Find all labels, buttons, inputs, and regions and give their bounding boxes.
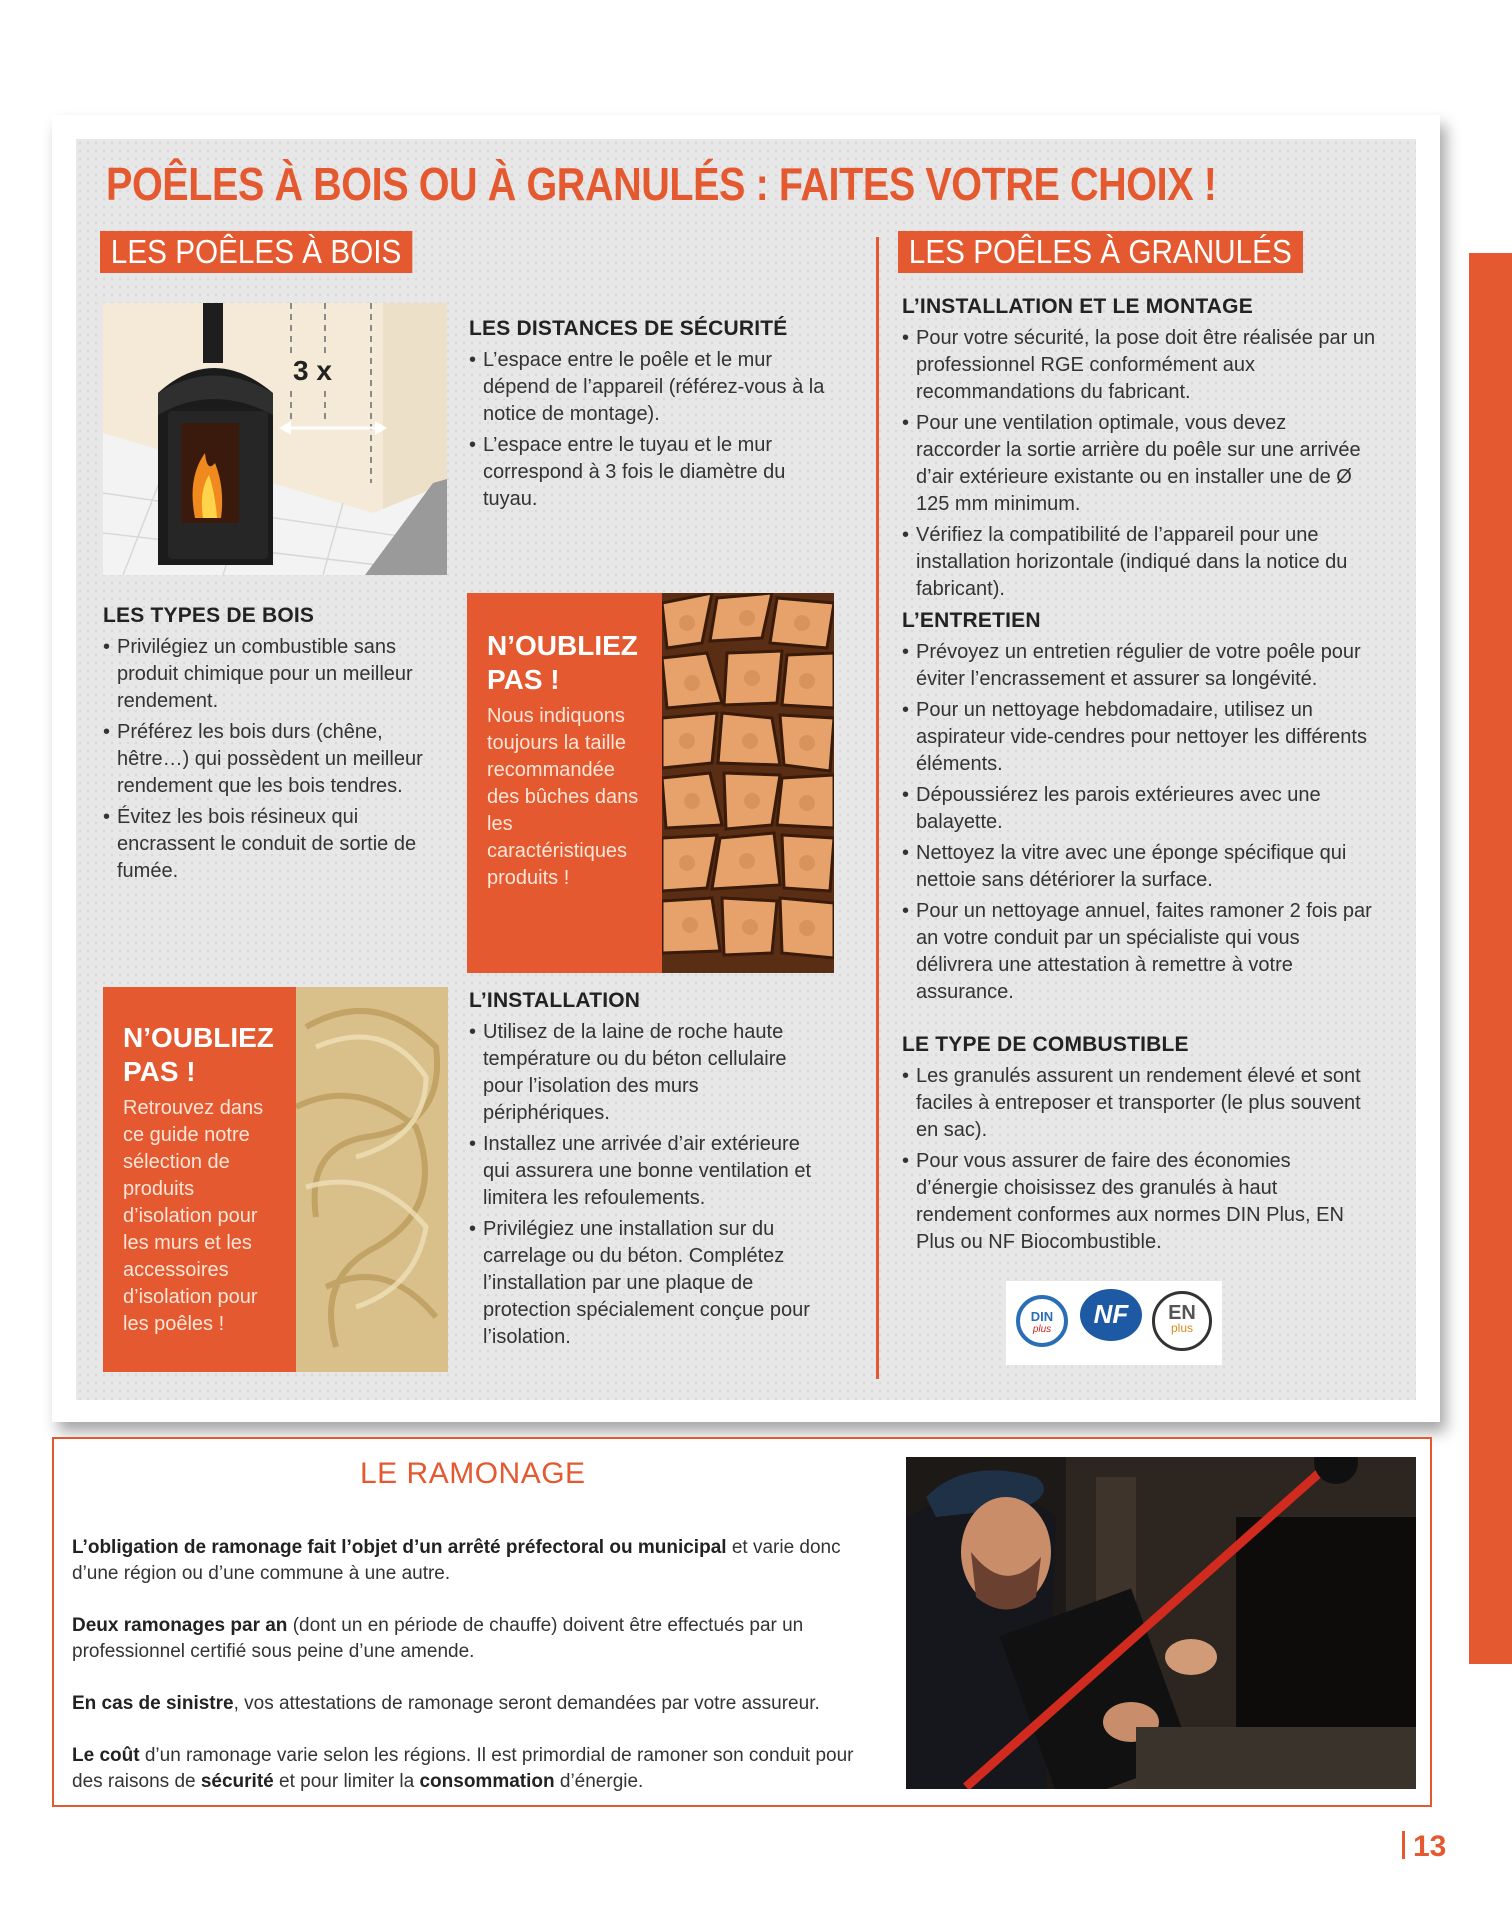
note-title: N’OUBLIEZ PAS ! <box>487 630 638 695</box>
list-item: • L’espace entre le poêle et le mur dépend de l’appareil (référez-vous à la notice de montage). <box>483 347 828 428</box>
ramonage-paragraph-3: En cas de sinistre, vos attestations de ramonage seront demandées par votre assureur. <box>72 1693 820 1714</box>
note-body: Retrouvez dans ce guide notre sélection de produits d’isolation pour les murs et les accessoires d’isolation pour les poêles ! <box>123 1097 264 1335</box>
ramonage-paragraph-4: Le coût d’un ramonage varie selon les régions. Il est primordial de ramoner son conduit pour des raisons de sécurité et pour limiter la consommation d’énergie. <box>72 1745 854 1792</box>
list-item: • Nettoyez la vitre avec une éponge spécifique qui nettoie sans détériorer la surface. <box>916 840 1376 894</box>
list-item: • Privilégiez une installation sur du carrelage ou du béton. Complétez l’installation par une plaque de protection spécialement conçue pour l’isolation. <box>483 1216 828 1351</box>
list-item: • Pour votre sécurité, la pose doit être réalisée par un professionnel RGE conformément aux recommandations du fabricant. <box>916 325 1376 406</box>
list-item: • Préférez les bois durs (chêne, hêtre…) qui possèdent un meilleur rendement que les bois tendres. <box>117 719 447 800</box>
chimney-sweeping-title: LE RAMONAGE <box>360 1457 586 1490</box>
note-log-size <box>467 593 662 973</box>
list-item: • L’espace entre le tuyau et le mur correspond à 3 fois le diamètre du tuyau. <box>483 432 828 513</box>
chimney-sweep-photo <box>906 1457 1416 1789</box>
list-item: • Pour vous assurer de faire des économies d’énergie choisissez des granulés à haut rendement conformes aux normes DIN Plus, EN Plus ou NF Biocombustible. <box>916 1148 1376 1256</box>
pellet-install-heading: L’INSTALLATION ET LE MONTAGE <box>902 295 1253 318</box>
pellet-install-list <box>902 325 1376 607</box>
panel-background <box>76 139 1416 1400</box>
list-item: • Les granulés assurent un rendement élevé et sont faciles à entreposer et transporter (le plus souvent en sac). <box>916 1063 1376 1144</box>
wood-types-heading: LES TYPES DE BOIS <box>103 604 315 627</box>
ramonage-paragraph-1: L’obligation de ramonage fait l’objet d’un arrêté préfectoral ou municipal et varie donc d’une région ou d’une commune à une autre. <box>72 1537 841 1584</box>
note-body: Nous indiquons toujours la taille recommandée des bûches dans les caractéristiques produits ! <box>487 705 639 889</box>
wood-stoves-tag: LES POÊLES À BOIS <box>100 231 412 273</box>
fuel-type-list <box>902 1063 1376 1260</box>
safety-distances-list <box>469 347 828 517</box>
page-number-rule <box>1402 1831 1405 1859</box>
page-number: 13 <box>1402 1830 1446 1864</box>
wood-types-list <box>103 634 447 889</box>
maintenance-list <box>902 639 1376 1010</box>
note-insulation <box>103 987 296 1372</box>
certification-logos <box>1006 1281 1222 1365</box>
list-item: • Évitez les bois résineux qui encrassent le conduit de sortie de fumée. <box>117 804 447 885</box>
list-item: • Pour un nettoyage hebdomadaire, utilisez un aspirateur vide-cendres pour nettoyer les différents éléments. <box>916 697 1376 778</box>
side-accent-bar <box>1469 253 1512 1664</box>
maintenance-heading: L’ENTRETIEN <box>902 609 1041 632</box>
stove-illustration <box>103 303 447 575</box>
firewood-image <box>662 593 834 973</box>
list-item: • Vérifiez la compatibilité de l’appareil pour une installation horizontale (indiqué dans la notice du fabricant). <box>916 522 1376 603</box>
distance-multiplier-label: 3 x <box>289 355 336 387</box>
list-item: • Utilisez de la laine de roche haute température ou du béton cellulaire pour l’isolation des murs périphériques. <box>483 1019 828 1127</box>
fuel-type-heading: LE TYPE DE COMBUSTIBLE <box>902 1033 1189 1056</box>
note-title: N’OUBLIEZ PAS ! <box>123 1022 274 1087</box>
stove-choice-panel <box>52 115 1440 1422</box>
list-item: • Privilégiez un combustible sans produit chimique pour un meilleur rendement. <box>117 634 447 715</box>
en-plus-logo: EN plus <box>1152 1291 1212 1351</box>
safety-distances-heading: LES DISTANCES DE SÉCURITÉ <box>469 317 788 340</box>
list-item: • Dépoussiérez les parois extérieures avec une balayette. <box>916 782 1376 836</box>
insulation-wool-image <box>296 987 448 1372</box>
list-item: • Installez une arrivée d’air extérieure qui assurera une bonne ventilation et limitera les refoulements. <box>483 1131 828 1212</box>
list-item: • Pour une ventilation optimale, vous devez raccorder la sortie arrière du poêle sur une arrivée d’air extérieure existante ou en installer une de Ø 125 mm minimum. <box>916 410 1376 518</box>
installation-list <box>469 1019 828 1355</box>
chimney-sweeping-box <box>52 1437 1432 1807</box>
column-divider <box>876 237 879 1379</box>
installation-heading: L’INSTALLATION <box>469 989 641 1012</box>
nf-logo: NF <box>1080 1289 1142 1341</box>
ramonage-paragraph-2: Deux ramonages par an (dont un en période de chauffe) doivent être effectués par un professionnel certifié sous peine d’une amende. <box>72 1615 804 1662</box>
din-plus-logo: DIN plus <box>1016 1295 1068 1347</box>
list-item: • Prévoyez un entretien régulier de votre poêle pour éviter l’encrassement et assurer sa longévité. <box>916 639 1376 693</box>
pellet-stoves-tag: LES POÊLES À GRANULÉS <box>898 231 1303 273</box>
list-item: • Pour un nettoyage annuel, faites ramoner 2 fois par an votre conduit par un spécialiste qui vous délivrera une attestation à remettre à votre assurance. <box>916 898 1376 1006</box>
page-title: POÊLES À BOIS OU À GRANULÉS : FAITES VOTRE CHOIX ! <box>106 158 1217 210</box>
